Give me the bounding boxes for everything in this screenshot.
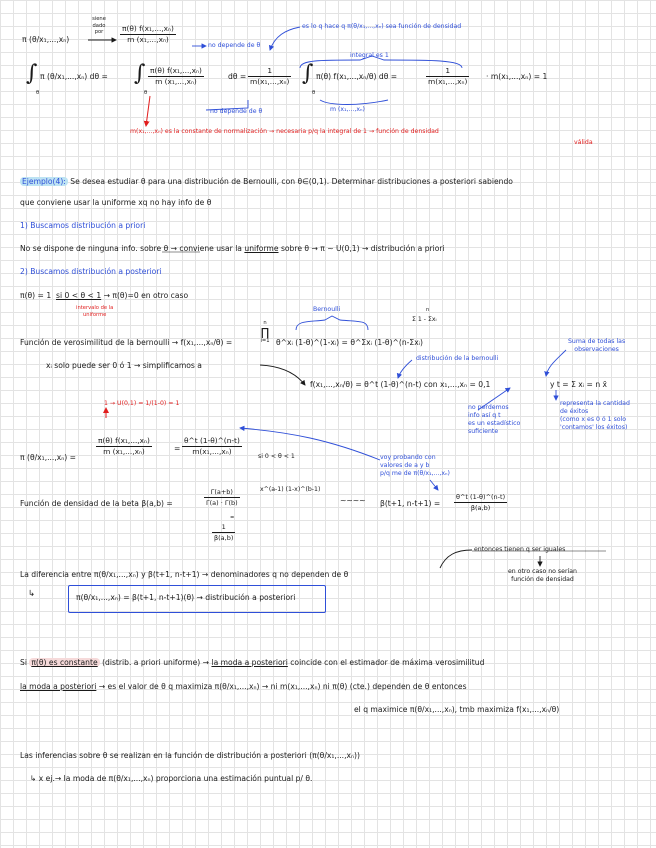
return-arrow-icon: ↳ <box>28 588 36 598</box>
beta-kernel: x^(a-1) (1-x)^(b-1) <box>260 486 321 493</box>
eq2-tail: · m(x₁,...,xₙ) = 1 <box>486 72 548 81</box>
example-badge: Ejemplo(4): <box>22 177 66 186</box>
ejemplo-moda-line: ↳ x ej.→ la moda de π(θ/x₁,...,xₙ) proporciona una estimación puntual p/ θ. <box>30 774 313 783</box>
posterior-lhs-2: π (θ/x₁,...,xₙ) = <box>20 453 77 462</box>
moda-line-2: la moda a posteriori → es el valor de θ q maximiza π(θ/x₁,...,xₙ) → ni m(x₁,...,xₙ) ni π(θ) (cte.) dependen de θ entonces <box>20 682 467 691</box>
posterior-support: si 0 < θ < 1 <box>258 453 295 460</box>
posterior-fraction-2: $\frac{\theta\^{}t (1-\theta)\^{}(n-t)}{\text{m(x₁,...,xₙ)}}$ <box>184 436 240 456</box>
sum-index: n <box>426 307 430 313</box>
step-1-heading: 1) Buscamos distribución a priori <box>20 221 146 230</box>
siene-dado-por: siene dado por <box>92 16 106 35</box>
t-definition: y t = Σ xᵢ = n x̄ <box>550 380 608 389</box>
dist-bernoulli-note: distribución de la bernoulli <box>416 355 499 362</box>
beta-inverse: $\frac{1}{\beta(a,b)}$ <box>214 523 234 542</box>
equals: = <box>174 444 181 453</box>
bayes-fraction: $\frac{\text{π(θ) f(x₁,...,xₙ)}}{\text{m (x₁,...,xₙ)}}$ <box>122 24 174 44</box>
voy-probando-note: voy probando con valores de a y b p/q me de π(θ/x₁,...,xₙ) <box>380 454 450 477</box>
beta-gamma-fraction: $\frac{\Gamma(a+b)}{\Gamma(a) \cdot \Gamma(b)}$ <box>206 488 238 507</box>
normalization-note-end: válida <box>574 139 593 146</box>
sum-label: Σ 1 - Σxᵢ <box>412 316 437 323</box>
integral-sign-1: ∫ <box>26 61 38 86</box>
density-note: es lo q hace q π(θ/x₁,...,xₙ) sea función de densidad <box>302 23 462 30</box>
likelihood-simplified: f(x₁,...,xₙ/θ) = θ^t (1-θ)^(n-t) con x₁,...,xₙ = 0,1 <box>310 380 491 389</box>
product-op: n ∏ i=1 <box>260 320 270 344</box>
integral-es-1-note: integral es 1 <box>350 52 389 59</box>
wavy-arrow: ~~~~ <box>340 496 366 505</box>
product-term: θ^xᵢ (1-θ)^(1-xᵢ) = θ^Σxᵢ (1-θ)^(n-Σxᵢ) <box>276 338 424 347</box>
example-line-1: Ejemplo(4): Se desea estudiar θ para una distribución de Bernoulli, con θ∈(0,1). Determinar distribuciones a posteriori sabiendo <box>22 177 513 186</box>
eq2-lhs: π (θ/x₁,...,xₙ) dθ = <box>40 72 108 81</box>
integral-domain: θ <box>312 90 316 96</box>
no-perdemos-note: no perdemos info así q t es un estadístico suficiente <box>468 404 521 435</box>
inferencias-line: Las inferencias sobre θ se realizan en la función de distribución a posteriori (π(θ/x₁,...,xₙ)) <box>20 751 360 760</box>
priori-line: No se dispone de ninguna info. sobre θ → conviene usar la uniforme sobre θ → π ~ U(0,1) → distribución a priori <box>20 244 445 253</box>
result-formula: π(θ/x₁,...,xₙ) = β(t+1, n-t+1)(θ) → distribución a posteriori <box>76 593 296 602</box>
pi-constante-highlight: π(θ) es constante <box>31 658 98 667</box>
beta-density-text: Función de densidad de la beta β(a,b) = <box>20 499 173 508</box>
represent-note: representa la cantidad de éxitos (como x es 0 ó 1 solo 'contamos' los éxitos) <box>560 400 630 431</box>
suma-observaciones-note: Suma de todas las observaciones <box>568 338 626 353</box>
xi-simplify: xᵢ solo puede ser 0 ó 1 → simplificamos a <box>46 361 202 370</box>
posterior-fraction: $\frac{\text{π(θ) f(x₁,...,xₙ)}}{\text{m (x₁,...,xₙ)}}$ <box>98 436 150 456</box>
no-depende-note-1: no depende de θ <box>208 42 261 49</box>
beta-t-fraction: $\frac{\theta\^{}t (1-\theta)\^{}(n-t)}{\beta(a,b)}$ <box>456 493 506 512</box>
moda-line-3: el q maximice π(θ/x₁,...,xₙ), tmb maximiza f(x₁,...,xₙ/θ) <box>354 705 560 714</box>
otro-caso-note: en otro caso no serían función de densidad <box>508 568 577 583</box>
eq2-inverse-m-2: $\frac{1}{\text{m(x₁,...,xₙ)}}$ <box>428 66 468 86</box>
no-depende-note-2: no depende de θ <box>210 108 263 115</box>
integral-sign-2: ∫ <box>134 61 146 86</box>
entonces-note: entonces tienen q ser iguales <box>474 546 566 553</box>
integral-domain: θ <box>144 90 148 96</box>
integral-sign-3: ∫ <box>302 61 314 86</box>
pi-definition: π(θ) = 1 si 0 < θ < 1 → π(θ)=0 en otro caso <box>20 291 189 300</box>
eq2-integrand: π(θ) f(x₁,...,xₙ/θ) dθ = <box>316 72 398 81</box>
uniform-density-note: 1 → U(0,1) = 1/(1-0) = 1 <box>104 400 180 407</box>
equals: = <box>230 515 235 521</box>
moda-line-1: Si π(θ) es constante (distrib. a priori uniforme) → la moda a posteriori coincide con el estimador de máxima verosimilitud <box>20 658 485 667</box>
step-2-heading: 2) Buscamos distribución a posteriori <box>20 267 162 276</box>
eq2-dtheta: dθ = <box>228 72 247 81</box>
diferencia-line: La diferencia entre π(θ/x₁,...,xₙ) y β(t+1, n-t+1) → denominadores q no dependen de θ <box>20 570 349 579</box>
eq2-inverse-m: $\frac{1}{\text{m(x₁,...,xₙ)}}$ <box>250 66 290 86</box>
m-blue-label: m (x₁,...,xₙ) <box>330 106 365 113</box>
bernoulli-label: Bernoulli <box>313 306 341 313</box>
integral-domain: θ <box>36 90 40 96</box>
intervalo-note: intervalo de la uniforme <box>76 305 114 318</box>
verosimilitud-text: Función de verosimilitud de la bernoulli → f(x₁,...,xₙ/θ) = <box>20 338 233 347</box>
eq2-fraction: $\frac{\text{π(θ) f(x₁,...,xₙ)}}{\text{m (x₁,...,xₙ)}}$ <box>150 66 202 86</box>
beta-t-params: β(t+1, n-t+1) = <box>380 499 441 508</box>
posterior-lhs: π (θ/x₁,...,xₙ) <box>22 35 70 44</box>
example-line-2: que conviene usar la uniforme xq no hay info de θ <box>20 198 212 207</box>
normalization-note: m(x₁,...,xₙ) es la constante de normalización → necesaria p/q la integral de 1 → función de densidad <box>130 128 439 135</box>
